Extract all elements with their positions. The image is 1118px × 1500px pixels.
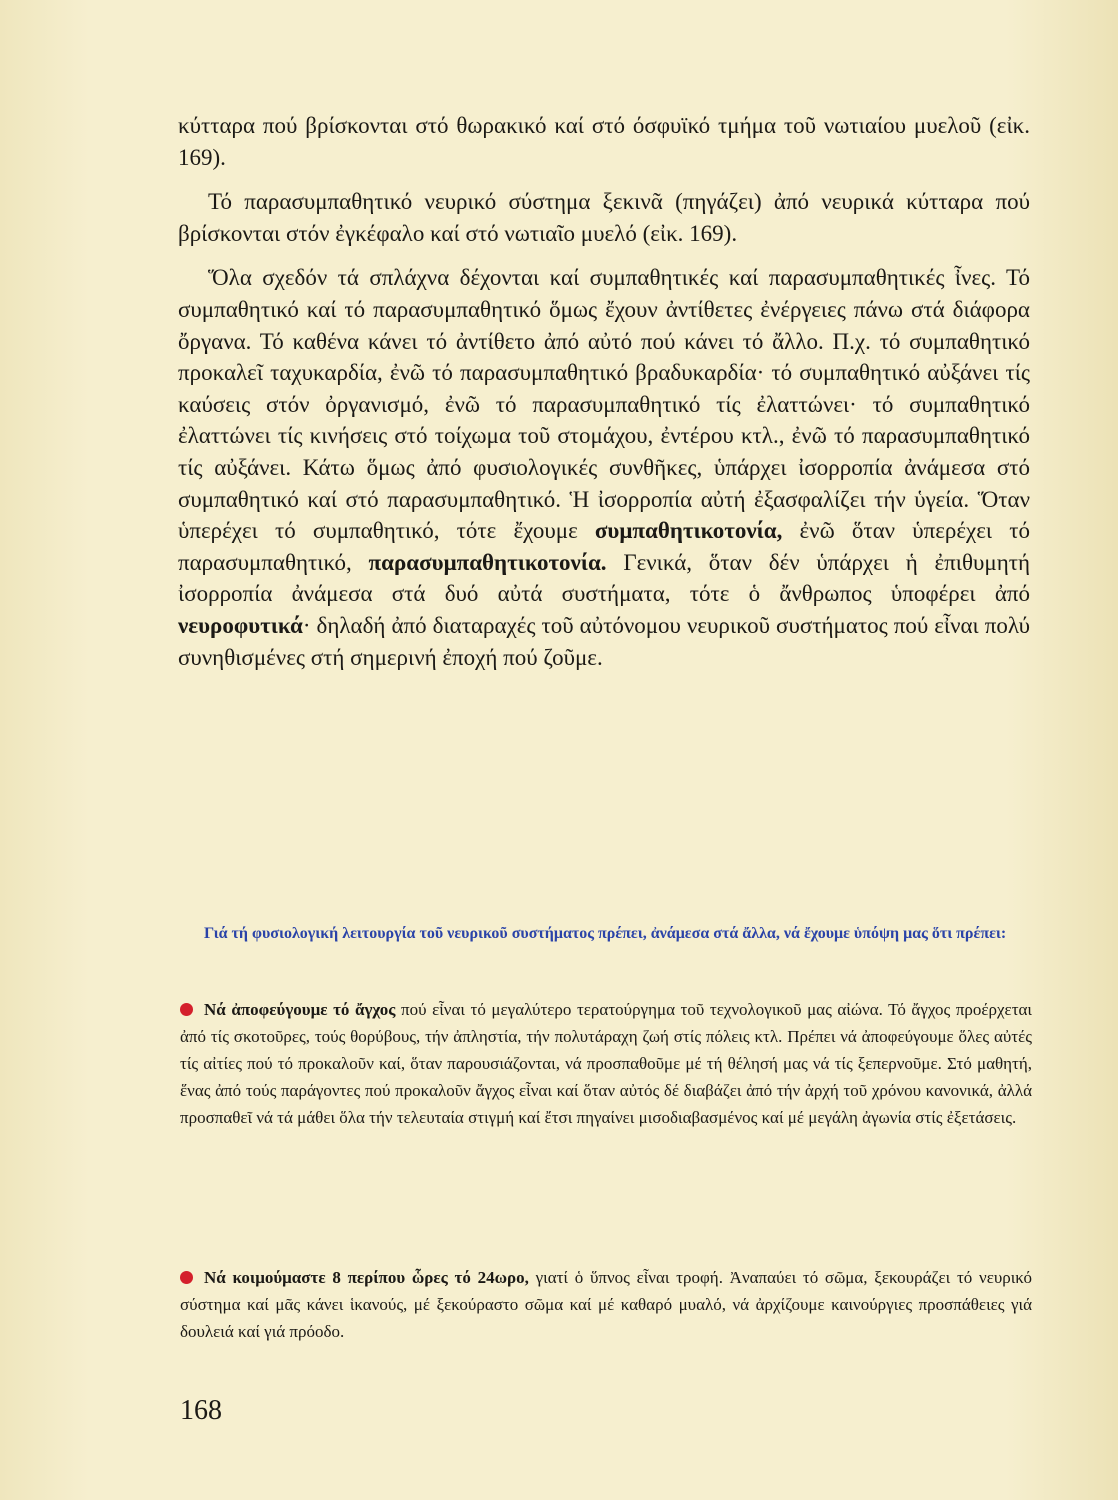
paragraph-3-text: Ὅλα σχεδόν τά σπλάχνα δέχονται καί συμπαθητικές καί παρασυμπαθητικές ἶνες. Τό συμπαθητικό καί τό παρασυμπαθητικό ὅμως ἔχουν ἀντίθετες ἐνέργειες πάνω στά διάφορα ὄργανα. Τό καθένα κάνει τό ἀντίθετο ἀπό αὐτό πού κάνει τό ἄλλο. Π.χ. τό συμπαθητικό προκαλεῖ ταχυκαρδία, ἐνῶ τό παρασυμπαθητικό βραδυκαρδία· τό συμπαθητικό αὐξάνει τίς καύσεις στόν ὀργανισμό, ἐνῶ τό παρασυμπαθητικό τίς ἐλαττώνει· τό συμπαθητικό ἐλαττώνει τίς κινήσεις στό τοίχωμα τοῦ στομάχου, ἐντέρου κτλ., ἐνῶ τό παρασυμπαθητικό τίς αὐξάνει. Κάτω ὅμως ἀπό φυσιολογικές συνθῆκες, ὑπάρχει ἰσορροπία ἀνάμεσα στό συμπαθητικό καί στό παρασυμπαθητικό. Ἡ ἰσορροπία αὐτή ἐξασφαλίζει τήν ὑγεία. Ὅταν ὑπερέχει τό συμπαθητικό, τότε ἔχουμε — [178, 265, 1030, 544]
bullet-lead: Νά ἀποφεύγουμε τό ἄγχος — [204, 1000, 396, 1019]
paragraph-2: Τό παρασυμπαθητικό νευρικό σύστημα ξεκινᾶ (πηγάζει) ἀπό νευρικά κύτταρα πού βρίσκονται στόν ἐγκέφαλο καί στό νωτιαῖο μυελό (εἰκ. 169). — [178, 189, 1030, 246]
paragraph-1: κύτταρα πού βρίσκονται στό θωρακικό καί στό όσφυϊκό τμήμα τοῦ νωτιαίου μυελοῦ (εἰκ. 169). — [178, 113, 1030, 170]
bullet-dot-icon — [180, 1271, 193, 1284]
parasympathicotonia-term: παρασυμπαθητικοτονία. — [368, 549, 607, 575]
bullet-text: γιατί ὁ ὕπνος εἶναι τροφή. Ἀναπαύει τό σῶμα, ξεκουράζει τό νευρικό σύστημα καί μᾶς κάνει ἱκανούς, μέ ξεκούραστο σῶμα καί μέ καθαρό μυαλό, νά ἀρχίζουμε καινούργιες προσπάθειες γιά δουλειά καί γιά πρόοδο. — [180, 1268, 1032, 1341]
paragraph-3-middle-1: ἐνῶ ὅταν ὑπερέχει τό παρασυμπαθητικό, — [178, 518, 1030, 575]
bullet-lead: Νά κοιμούμαστε 8 περίπου ὧρες τό 24ωρο, — [204, 1268, 529, 1287]
box-title: Γιά τή φυσιολογική λειτουργία τοῦ νευρικοῦ συστήματος πρέπει, ἀνάμεσα στά ἄλλα, νά ἔχουμε ὑπόψη μας ὅτι πρέπει: — [204, 925, 1007, 942]
bullet-text: πού εἶναι τό μεγαλύτερο τερατούργημα τοῦ τεχνολογικοῦ μας αἰώνα. Τό ἄγχος προέρχεται ἀπό τίς σκοτοῦρες, τούς θορύβους, τήν ἀπληστία, τήν πολυτάραχη ζωή στίς πόλεις κτλ. Πρέπει νά ἀποφεύγουμε ὅλες αὐτές τίς αἰτίες πού τό προκαλοῦν καί, ὅταν παρουσιάζονται, νά προσπαθοῦμε μέ τή θέλησή μας νά τίς ξεπερνοῦμε. Στό μαθητή, ἕνας ἀπό τούς παράγοντες πού προκαλοῦν ἄγχος εἶναι καί ὅταν αὐτός δέ διαβάζει ἀπό τήν ἀρχή τοῦ χρόνου κανονικά, ἀλλά προσπαθεῖ νά τά μάθει ὅλα τήν τελευταία στιγμή καί ἔτσι πηγαίνει μισοδιαβασμένος καί μέ μεγάλη ἀγωνία στίς ἐξετάσεις. — [180, 1000, 1033, 1127]
bullet-dot-icon — [180, 1003, 193, 1016]
bullet-item — [180, 1264, 1032, 1345]
bullet-item — [180, 996, 1032, 1131]
paragraph-3 — [178, 262, 1030, 673]
page-number: 168 — [180, 1395, 222, 1426]
sympathicotonia-term: συμπαθητικοτονία, — [594, 518, 783, 544]
main-text — [178, 110, 1030, 686]
neurophytic-term: νευροφυτικά — [178, 612, 303, 638]
paragraph-3-middle-2: Γενικά, ὅταν δέν ὑπάρχει ἡ ἐπιθυμητή ἰσορροπία ἀνάμεσα στά δυό αὐτά συστήματα, τότε ὁ ἄνθρωπος ὑποφέρει ἀπό — [178, 549, 1031, 607]
paragraph-3-end: · δηλαδή ἀπό διαταραχές τοῦ αὐτόνομου νευρικοῦ συστήματος πού εἶναι πολύ συνηθισμένες στή σημερινή ἐποχή πού ζοῦμε. — [178, 612, 1030, 670]
